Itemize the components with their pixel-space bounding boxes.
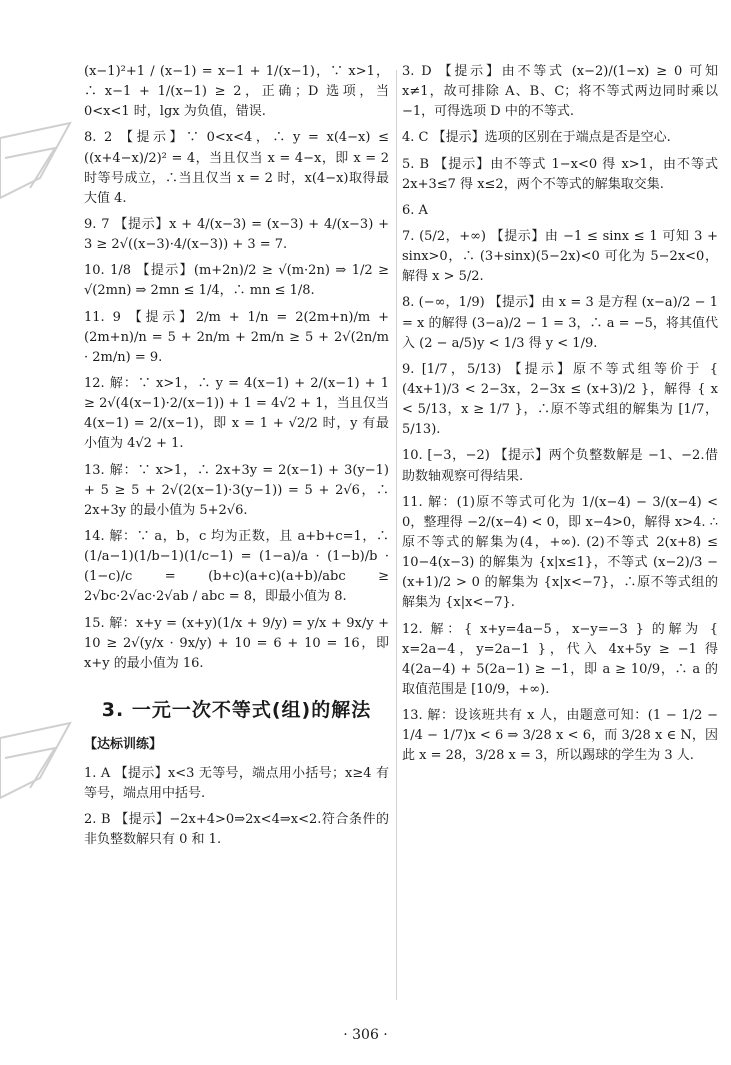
answer-s3-5: 5. B 【提示】由不等式 1−x<0 得 x>1，由不等式 2x+3≤7 得 x≤2，两个不等式的解集取交集. <box>402 156 718 192</box>
watermark-graphic <box>0 118 80 238</box>
answer-15: 15. 解：x+y = (x+y)(1/x + 9/y) = y/x + 9x/y + 10 ≥ 2√(y/x · 9x/y) + 10 = 6 + 10 = 16，即 x+y 的最小值为 16. <box>84 615 389 671</box>
answer-s3-3: 3. D 【提示】由不等式 (x−2)/(1−x) ≥ 0 可知 x≠1，故可排除 A、B、C；将不等式两边同时乘以 −1，可得选项 D 中的不等式. <box>402 64 718 120</box>
answer-s3-10: 10. [−3，−2) 【提示】两个负整数解是 −1、−2.借助数轴观察可得结果. <box>402 448 718 484</box>
answer-s3-12: 12. 解：{ x+y=4a−5，x−y=−3 } 的解为 { x=2a−4，y=2a−1 }，代入 4x+5y ≥ −1 得 4(2a−4) + 5(2a−1) ≥ −1，即 a ≥ 10/9，∴ a 的取值范围是 [10/9，+∞). <box>402 621 718 697</box>
watermark-graphic <box>0 718 80 838</box>
page-number: · 306 · <box>343 1027 388 1043</box>
answer-s3-8: 8. (−∞，1/9) 【提示】由 x = 3 是方程 (x−a)/2 − 1 = x 的解得 (3−a)/2 − 1 = 3，∴ a = −5，将其值代入 (2 − a/5)y < 1/3 得 y < 1/9. <box>402 295 718 351</box>
answer-13: 13. 解：∵ x>1，∴ 2x+3y = 2(x−1) + 3(y−1) + 5 ≥ 5 + 2√(2(x−1)·3(y−1)) = 5 + 2√6，∴ 2x+3y 的最小值为 5+2√6. <box>84 462 389 518</box>
left-column <box>84 62 389 856</box>
sub-title: 【达标训练】 <box>84 737 163 753</box>
answer-s3-13: 13. 解：设该班共有 x 人，由题意可知：(1 − 1/2 − 1/4 − 1/7)x < 6 ⇒ 3/28 x < 6，而 3/28 x ∈ N，因此 x = 28，3/28 x = 3，所以踢球的学生为 3 人. <box>402 708 718 764</box>
answer-s3-6: 6. A <box>402 202 428 218</box>
answer-11: 11. 9 【提示】2/m + 1/n = 2(2m+n)/m + (2m+n)/n = 5 + 2n/m + 2m/n ≥ 5 + 2√(2n/m · 2m/n) = 9. <box>84 309 389 365</box>
answer-14: 14. 解：∵ a，b，c 均为正数，且 a+b+c=1，∴ (1/a−1)(1/b−1)(1/c−1) = (1−a)/a · (1−b)/b · (1−c)/c = (b+c)(a+c)(a+b)/abc ≥ 2√bc·2√ac·2√ab / abc = 8，即最小值为 8. <box>84 528 389 605</box>
answer-s3-11: 11. 解：(1)原不等式可化为 1/(x−4) − 3/(x−4) < 0，整理得 −2/(x−4) < 0，即 x−4>0，解得 x>4. ∴原不等式的解集为(4，+∞). (2)不等式 2(x+8) ≤ 10−4(x−3) 的解集为 {x|x≤1}，不等式 (x−2)/3 − (x+1)/2 > 0 的解集为 {x|x<−7}，∴原不等式组的解集为 {x|x<−7}. <box>402 494 718 611</box>
answer-s3-2: 2. B 【提示】−2x+4>0⇒2x<4⇒x<2.符合条件的非负整数解只有 0 和 1. <box>84 811 389 847</box>
answer-s3-4: 4. C 【提示】选项的区别在于端点是否是空心. <box>402 130 671 146</box>
answer-7-cont: (x−1)²+1 / (x−1) = x−1 + 1/(x−1)，∵ x>1，∴ x−1 + 1/(x−1) ≥ 2，正确；D 选项，当 0<x<1 时，lgx 为负值，错误. <box>84 64 389 120</box>
section-title: 3. 一元一次不等式(组)的解法 <box>101 698 372 721</box>
answer-8: 8. 2 【提示】∵ 0<x<4，∴ y = x(4−x) ≤ ((x+4−x)/2)² = 4，当且仅当 x = 4−x，即 x = 2 时等号成立，∴当且仅当 x = 2 时，x(4−x)取得最大值 4. <box>84 130 389 206</box>
answer-10: 10. 1/8 【提示】(m+2n)/2 ≥ √(m·2n) ⇒ 1/2 ≥ √(2mn) ⇒ 2mn ≤ 1/4，∴ mn ≤ 1/8. <box>84 263 389 299</box>
answer-s3-1: 1. A 【提示】x<3 无等号，端点用小括号；x≥4 有等号，端点用中括号. <box>84 765 389 801</box>
answer-12: 12. 解：∵ x>1，∴ y = 4(x−1) + 2/(x−1) + 1 ≥ 2√(4(x−1)·2/(x−1)) + 1 = 4√2 + 1，当且仅当 4(x−1) = 2/(x−1)，即 x = 1 + √2/2 时，y 有最小值为 4√2 + 1. <box>84 375 389 452</box>
answer-9: 9. 7 【提示】x + 4/(x−3) = (x−3) + 4/(x−3) + 3 ≥ 2√((x−3)·4/(x−3)) + 3 = 7. <box>84 216 389 253</box>
column-divider <box>396 70 397 1000</box>
answer-s3-7: 7. (5/2，+∞) 【提示】由 −1 ≤ sinx ≤ 1 可知 3 + sinx>0，∴ (3+sinx)(5−2x)<0 可化为 5−2x<0，解得 x > 5/2. <box>402 228 718 285</box>
right-column <box>402 62 718 773</box>
answer-s3-9: 9. [1/7，5/13) 【提示】原不等式组等价于 { (4x+1)/3 < 2−3x，2−3x ≤ (x+3)/2 }，解得 { x < 5/13，x ≥ 1/7 }，∴原不等式组的解集为 [1/7，5/13). <box>402 361 718 438</box>
